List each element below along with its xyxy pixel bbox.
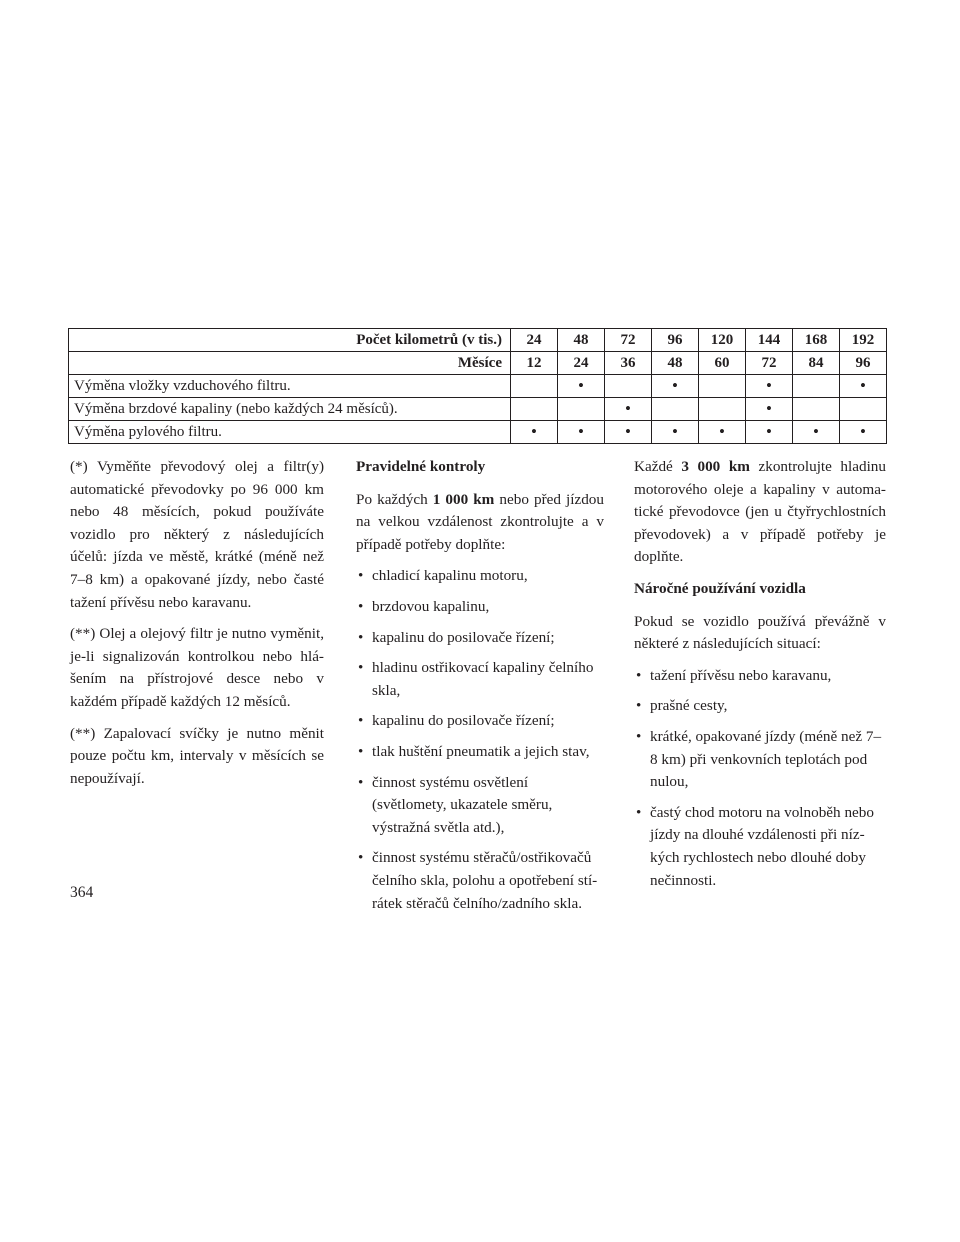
km-cell: 48 (558, 329, 605, 352)
intro-text: Po každých (356, 490, 433, 508)
interval-mark: • (558, 375, 605, 398)
interval-mark (652, 398, 699, 421)
row-label: Výměna pylového filtru. (69, 421, 511, 444)
table-row (69, 398, 887, 421)
km-cell: 72 (605, 329, 652, 352)
intro-text: zkontrolujte hladinu motorového oleje a kapaliny v automa- tické převodovce (jen u čtyřrychlostních převodovek) a v případě potřeby je doplňte. (634, 458, 886, 566)
footnote-spark-plugs: (**) Zapalovací svíčky je nutno měnit pouze počtu km, intervaly v měsících se nepoužívají. (70, 724, 324, 787)
month-cell: 12 (511, 352, 558, 375)
section-heading: Náročné používání vozidla (634, 579, 806, 597)
km-header-label: Počet kilometrů (v tis.) (69, 329, 511, 352)
intro-distance: 1 000 km (432, 490, 495, 508)
table-header-months (69, 352, 887, 375)
interval-mark: • (605, 421, 652, 444)
interval-mark (511, 375, 558, 398)
text-column-regular-checks (356, 456, 604, 923)
check-list (356, 565, 604, 915)
interval-mark (699, 375, 746, 398)
list-item: • chladicí kapalinu motoru, (356, 565, 604, 588)
month-cell: 96 (840, 352, 887, 375)
interval-mark: • (746, 398, 793, 421)
table-header-km (69, 329, 887, 352)
list-item: • činnost systému stěračů/ostřikovačů čelního skla, polohu a opotřebení stí- rátek stěračů čelního/zadního skla. (356, 847, 604, 915)
list-item: • častý chod motoru na volnoběh nebo jízdy na dlouhé vzdálenosti při níz- kých rychlostech nebo dlouhé doby nečinnosti. (634, 802, 886, 892)
interval-mark: • (652, 421, 699, 444)
month-cell: 36 (605, 352, 652, 375)
row-label: Výměna vložky vzduchového filtru. (69, 375, 511, 398)
interval-mark (511, 398, 558, 421)
month-cell: 60 (699, 352, 746, 375)
interval-mark: • (699, 421, 746, 444)
interval-mark: • (558, 421, 605, 444)
km-cell: 168 (793, 329, 840, 352)
intro-text: Každé (634, 458, 682, 475)
interval-mark (699, 398, 746, 421)
list-item: • tlak huštění pneumatik a jejich stav, (356, 741, 604, 764)
interval-mark: • (746, 375, 793, 398)
section-heading: Pravidelné kontroly (356, 458, 486, 475)
km-cell: 144 (746, 329, 793, 352)
list-item: • krátké, opakované jízdy (méně než 7–8 km) při venkovních teplotách pod nulou, (634, 726, 886, 794)
list-item: • kapalinu do posilovače řízení; (356, 710, 604, 733)
page-number: 364 (70, 884, 94, 901)
km-cell: 96 (652, 329, 699, 352)
km-cell: 192 (840, 329, 887, 352)
interval-mark (558, 398, 605, 421)
month-cell: 84 (793, 352, 840, 375)
km-cell: 120 (699, 329, 746, 352)
interval-mark: • (652, 375, 699, 398)
text-column-severe-use (634, 456, 886, 900)
list-item: • brzdovou kapalinu, (356, 596, 604, 619)
months-header-label: Měsíce (69, 352, 511, 375)
row-label: Výměna brzdové kapaliny (nebo každých 24 měsíců). (69, 398, 511, 421)
interval-mark (605, 375, 652, 398)
month-cell: 48 (652, 352, 699, 375)
month-cell: 24 (558, 352, 605, 375)
section-intro (634, 456, 886, 569)
maintenance-schedule-table (68, 328, 887, 444)
list-item: • prašné cesty, (634, 695, 886, 718)
interval-mark (793, 398, 840, 421)
month-cell: 72 (746, 352, 793, 375)
interval-mark: • (840, 375, 887, 398)
list-item: • hladinu ostřikovací kapaliny čelního skla, (356, 657, 604, 702)
table-row (69, 375, 887, 398)
list-item: • kapalinu do posilovače řízení; (356, 627, 604, 650)
condition-list (634, 665, 886, 892)
interval-mark: • (605, 398, 652, 421)
footnote-oil: (**) Olej a olejový filtr je nutno vyměnit, je-li signalizován kontrolkou nebo hlá- šením na přístrojové desce nebo v každém případě každých 12 měsíců. (70, 625, 324, 710)
list-item: • tažení přívěsu nebo karavanu, (634, 665, 886, 688)
interval-mark (840, 398, 887, 421)
interval-mark: • (511, 421, 558, 444)
intro-distance: 3 000 km (681, 458, 750, 475)
interval-mark: • (840, 421, 887, 444)
list-item: • činnost systému osvětlení (světlomety, ukazatele směru, výstražná světla atd.), (356, 772, 604, 840)
interval-mark: • (793, 421, 840, 444)
interval-mark (793, 375, 840, 398)
text-column-notes (70, 456, 324, 799)
section-intro (356, 489, 604, 557)
section-intro: Pokud se vozidlo používá převážně v některé z následujících situací: (634, 612, 886, 653)
table-row (69, 421, 887, 444)
footnote-transmission: (*) Vyměňte převodový olej a filtr(y) automatické převodovky po 96 000 km nebo 48 měsících, pokud používáte vozidlo pro některý z následujících účelů: jízda ve městě, krátké (méně než 7–8 km) a opakované jízdy, nebo časté tažení přívěsu nebo karavanu. (70, 458, 324, 611)
km-cell: 24 (511, 329, 558, 352)
interval-mark: • (746, 421, 793, 444)
intro-text: nebo před jízdou na velkou vzdálenost zkontrolujte a v případě potřeby doplňte: (356, 490, 604, 553)
